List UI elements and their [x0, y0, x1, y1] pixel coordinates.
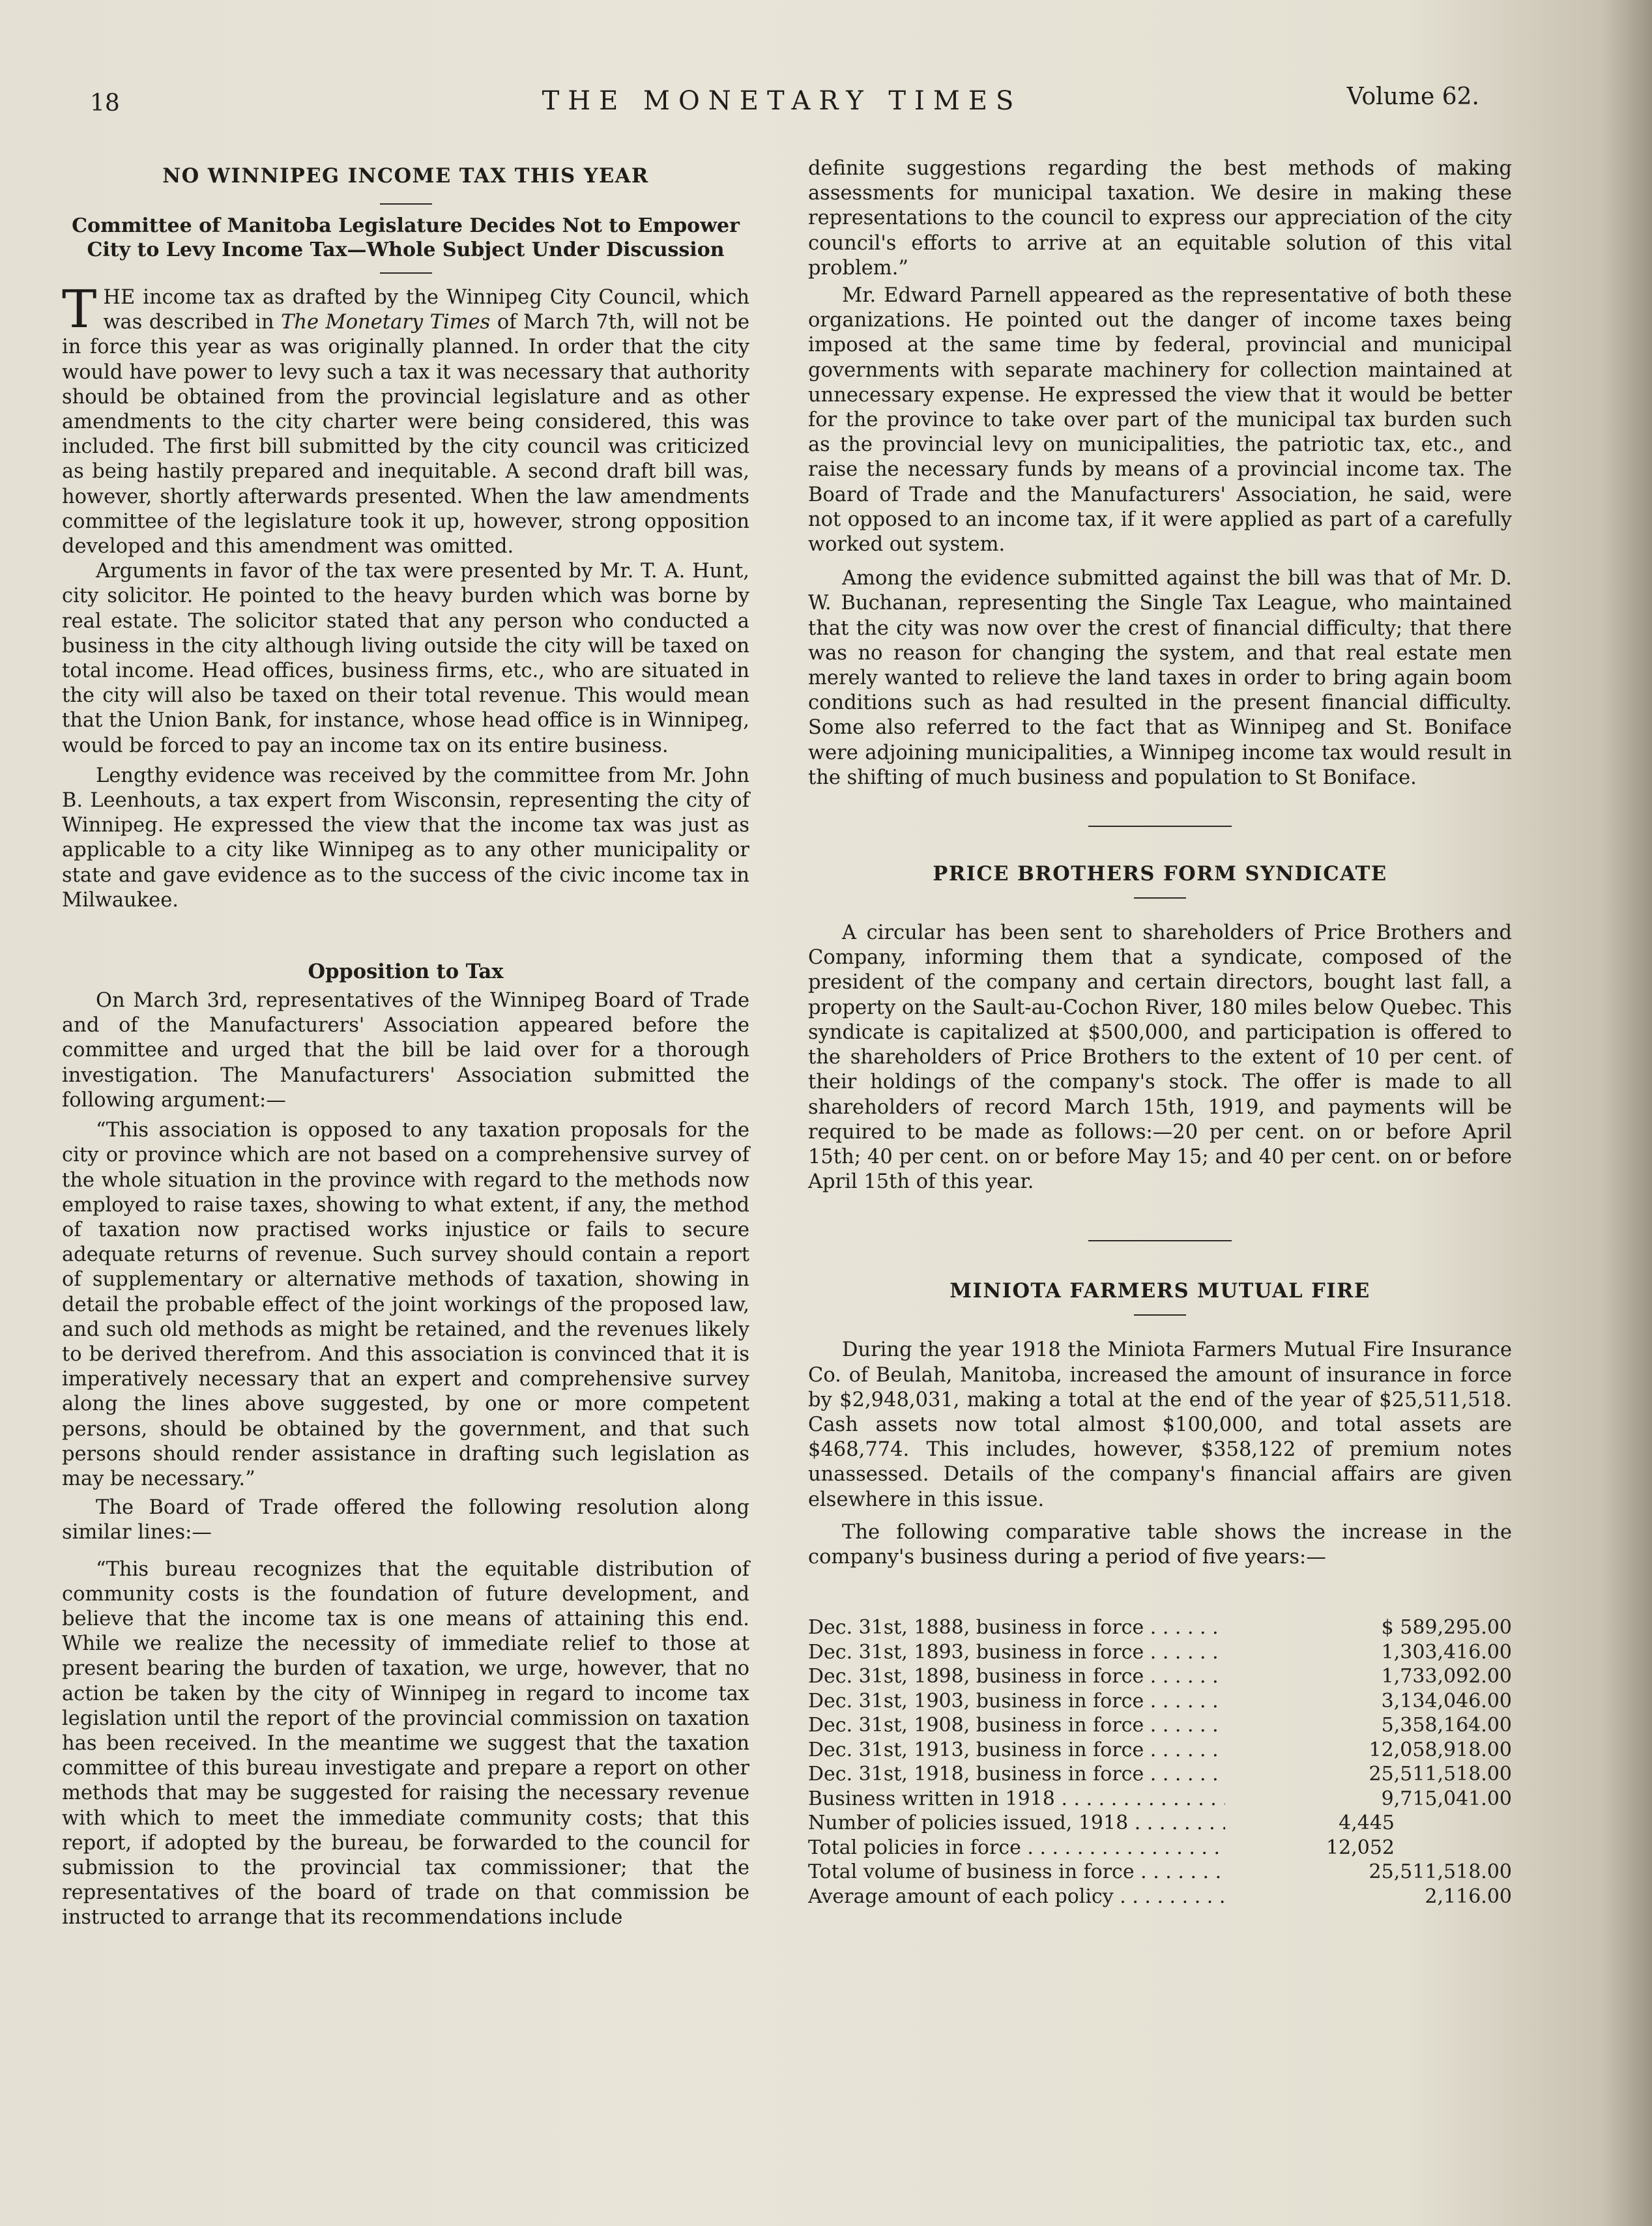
paragraph: The Board of Trade offered the following resolution along similar lines:—	[62, 1496, 749, 1544]
table-row-value: 9,715,041.00	[1381, 1787, 1512, 1810]
table-row	[808, 1713, 1512, 1738]
table-row	[808, 1836, 1512, 1860]
paragraph: A circular has been sent to shareholders of Price Brothers and Company, informing them that a syndicate, composed of the president of the company and certain directors, bought last fall, a property on the Sault-au-Cochon River, 180 miles below Quebec. This syndicate is capitalized at $500,000, and participation is offered to the shareholders of Price Brothers to the extent of 10 per cent. of their holdings of the company's stock. The offer is made to all shareholders of record March 15th, 1919, and payments will be required to be made as follows:—20 per cent. on or before April 15th; 40 per cent. on or before May 15; and 40 per cent. on or before April 15th of this year.	[808, 921, 1512, 1194]
page-header	[85, 83, 1479, 123]
table-row-label: Number of policies issued, 1918 . . .	[808, 1811, 1225, 1836]
divider	[1134, 897, 1186, 899]
table-row-value: 12,052	[1326, 1836, 1395, 1859]
table-row-label: Dec. 31st, 1903, business in force . . .	[808, 1689, 1225, 1714]
table-row-label: Total policies in force . . .	[808, 1836, 1225, 1860]
drop-cap: T	[62, 279, 97, 340]
paragraph: Arguments in favor of the tax were presented by Mr. T. A. Hunt, city solicitor. He pointed to the heavy burden which was borne by real estate. The solicitor stated that any person who conducted a business in the city although living outside the city will be taxed on total income. Head offices, business firms, etc., who are situated in the city will also be taxed on their total revenue. This would mean that the Union Bank, for instance, whose head office is in Winnipeg, would be forced to pay an income tax on its entire business.	[62, 560, 749, 757]
divider	[1134, 1314, 1186, 1316]
divider	[380, 203, 432, 205]
table-row	[808, 1615, 1512, 1640]
table-row-value: 4,445	[1339, 1812, 1395, 1835]
left-column	[62, 156, 749, 1931]
table-row-label: Dec. 31st, 1918, business in force . . .	[808, 1762, 1225, 1787]
table-row	[808, 1689, 1512, 1714]
table-row	[808, 1811, 1512, 1836]
table-row-value: $ 589,295.00	[1381, 1616, 1512, 1640]
table-row-value: 1,303,416.00	[1381, 1640, 1512, 1664]
italic-publication-name: The Monetary Times	[281, 311, 491, 334]
table-row-label: Average amount of each policy . . .	[808, 1885, 1225, 1909]
table-row-value: 3,134,046.00	[1381, 1689, 1512, 1713]
table-row-label: Business written in 1918 . . .	[808, 1787, 1225, 1812]
table-row	[808, 1787, 1512, 1812]
article-subtitle: Committee of Manitoba Legislature Decides Not to Empower City to Levy Income Tax—Whole Subject Under Discussion	[72, 214, 740, 261]
table-row	[808, 1860, 1512, 1885]
table-row-value: 25,511,518.00	[1369, 1860, 1512, 1884]
volume-label: Volume 62.	[1346, 83, 1479, 110]
paragraph: “This bureau recognizes that the equitable distribution of community costs is the foundation of future development, and believe that the income tax is one means of attaining this end. While we realize the necessity of immediate relief to those at present bearing the burden of taxation, we urge, however, that no action be taken by the city of Winnipeg in regard to income tax legislation until the report of the provincial commission on taxation has been received. In the meantime we suggest that the taxation committee of this bureau investigate and prepare a report on other methods that may be suggested for raising the necessary revenue with which to meet the immediate community costs; that this report, if adopted by the bureau, be forwarded to the council for submission to the provincial tax commissioner; that the representatives of the board of trade on that commission be instructed to arrange that its recommendations include	[62, 1557, 749, 1930]
article-title-miniota: MINIOTA FARMERS MUTUAL FIRE	[949, 1279, 1370, 1303]
table-row-value: 2,116.00	[1425, 1885, 1512, 1908]
table-row	[808, 1664, 1512, 1689]
article-title-income-tax: NO WINNIPEG INCOME TAX THIS YEAR	[162, 164, 649, 188]
right-column	[808, 156, 1512, 1909]
section-heading: Opposition to Tax	[308, 960, 504, 984]
table-row-label: Dec. 31st, 1888, business in force . . .	[808, 1615, 1225, 1640]
paragraph: The following comparative table shows the increase in the company's business during a period of five years:—	[808, 1520, 1512, 1568]
table-row-label: Dec. 31st, 1913, business in force . . .	[808, 1738, 1225, 1763]
table-row	[808, 1885, 1512, 1909]
section-rule	[1088, 826, 1232, 827]
paragraph: Lengthy evidence was received by the committee from Mr. John B. Leenhouts, a tax expert from Wisconsin, representing the city of Winnipeg. He expressed the view that the income tax was just as applicable to a city like Winnipeg as to any other municipality or state and gave evidence as to the success of the civic income tax in Milwaukee.	[62, 764, 749, 912]
business-table	[808, 1615, 1512, 1909]
paragraph: definite suggestions regarding the best methods of making assessments for municipal taxation. We desire in making these representations to the council to express our appreciation of the city council's efforts to arrive at an equitable solution of this vital problem.”	[808, 157, 1512, 280]
paragraph: THE income tax as drafted by the Winnipeg City Council, which was described in The Monetary Times of March 7th, will not be in force this year as was originally planned. In order that the city would have power to levy such a tax it was necessary that authority should be obtained from the provincial legislature and as other amendments to the city charter were being considered, this was included. The first bill submitted by the city council was criticized as being hastily prepared and inequitable. A second draft bill was, however, shortly afterwards presented. When the law amendments committee of the legislature took it up, however, strong opposition developed and this amendment was omitted.	[62, 279, 750, 558]
paragraph: During the year 1918 the Miniota Farmers Mutual Fire Insurance Co. of Beulah, Manitoba, increased the amount of insurance in force by $2,948,031, making a total at the end of the year of $25,511,518. Cash assets now total almost $100,000, and total assets are $468,774. This includes, however, $358,122 of premium notes unassessed. Details of the company's financial affairs are given elsewhere in this issue.	[808, 1338, 1512, 1511]
table-row	[808, 1738, 1512, 1763]
table-row-label: Dec. 31st, 1893, business in force . . .	[808, 1640, 1225, 1665]
paragraph: Among the evidence submitted against the bill was that of Mr. D. W. Buchanan, representing the Single Tax League, who maintained that the city was now over the crest of financial difficulty; that there was no reason for changing the system, and that real estate men merely wanted to relieve the land taxes in order to bring again boom conditions such as had resulted in the present financial difficulty. Some also referred to the fact that as Winnipeg and St. Boniface were adjoining municipalities, a Winnipeg income tax would result in the shifting of much business and population to St Boniface.	[808, 567, 1512, 789]
table-row-label: Total volume of business in force . . .	[808, 1860, 1225, 1885]
table-spacer	[1395, 1811, 1512, 1836]
table-spacer	[1395, 1836, 1512, 1860]
paragraph: “This association is opposed to any taxation proposals for the city or province which are not based on a comprehensive survey of the whole situation in the province with regard to the methods now employed to raise taxes, showing to what extent, if any, the method of taxation now practised works injustice or fails to secure adequate returns of revenue. Such survey should contain a report of supplementary or alternative methods of taxation, showing in detail the probable effect of the joint workings of the proposed law, and such old methods as might be retained, and the revenues likely to be derived therefrom. And this association is convinced that it is imperatively necessary that an expert and comprehensive survey along the lines above suggested, by one or more competent persons, should be obtained by the government, and that such persons should render assistance in drafting such legislation as may be necessary.”	[62, 1119, 749, 1490]
table-row-label: Dec. 31st, 1898, business in force . . .	[808, 1664, 1225, 1689]
table-row-label: Dec. 31st, 1908, business in force . . .	[808, 1713, 1225, 1738]
table-row-value: 5,358,164.00	[1381, 1714, 1512, 1737]
paragraph: On March 3rd, representatives of the Winnipeg Board of Trade and of the Manufacturers' Association appeared before the committee and urged that the bill be laid over for a thorough investigation. The Manufacturers' Association submitted the following argument:—	[62, 989, 749, 1112]
table-row	[808, 1640, 1512, 1665]
paragraph: Mr. Edward Parnell appeared as the representative of both these organizations. He pointed out the danger of income taxes being imposed at the same time by federal, provincial and municipal governments with separate machinery for collection maintained at unnecessary expense. He expressed the view that it would be better for the province to take over part of the municipal tax burden such as the provincial levy on municipalities, the patriotic tax, etc., and raise the necessary funds by means of a provincial income tax. The Board of Trade and the Manufacturers' Association, he said, were not opposed to an income tax, if it were applied as part of a carefully worked out system.	[808, 284, 1512, 556]
table-row	[808, 1762, 1512, 1787]
masthead: THE MONETARY TIMES	[542, 86, 1022, 116]
page-number: 18	[90, 90, 120, 117]
article-title-price-brothers: PRICE BROTHERS FORM SYNDICATE	[933, 862, 1387, 886]
section-rule	[1088, 1240, 1232, 1241]
table-row-value: 25,511,518.00	[1369, 1763, 1512, 1786]
table-row-value: 1,733,092.00	[1381, 1665, 1512, 1688]
divider	[380, 272, 432, 274]
table-row-value: 12,058,918.00	[1369, 1738, 1512, 1761]
